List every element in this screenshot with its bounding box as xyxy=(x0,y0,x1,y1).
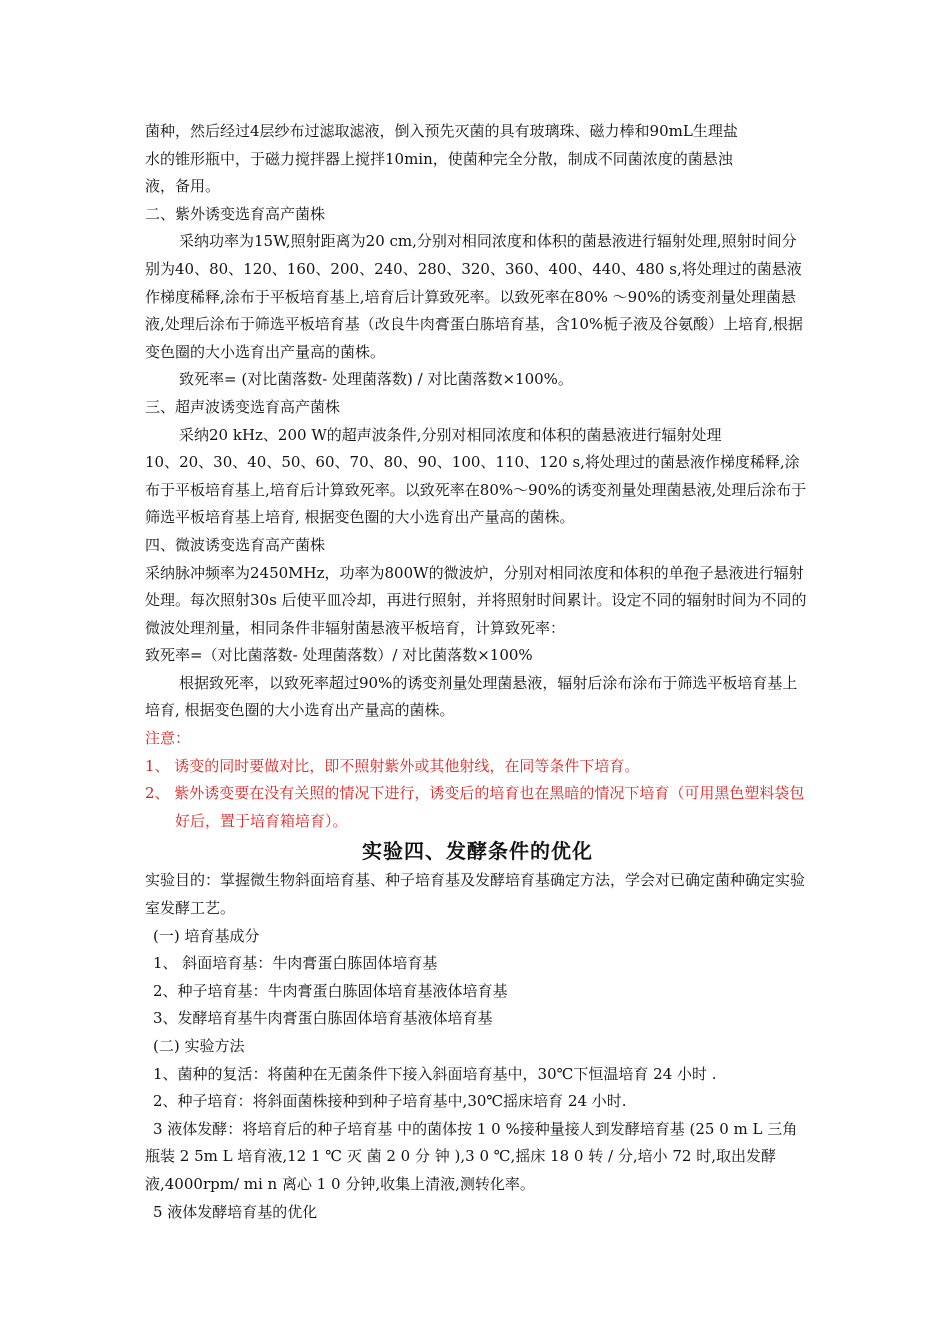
uv-paragraph: 采纳功率为15W,照射距离为20 cm,分别对相同浓度和体积的菌悬液进行辐射处理,照射时间分别为40、80、120、160、200、240、280、320、360、400、440、480 s,将处理过的菌悬液作梯度稀释,涂布于平板培育基上,培育后计算致死率。以致死率在80% ～90%的诱变剂量处理菌悬液,处理后涂布于筛选平板培育基（改良牛肉膏蛋白胨培育基，含10%栀子液及谷氨酸）上培育,根据变色圈的大小选育出产量高的菌株。 xyxy=(145,232,803,361)
ultrasound-paragraph: 10、20、30、40、50、60、70、80、90、100、110、120 s,将处理过的菌悬液作梯度稀释,涂布于平板培育基上,培育后计算致死率。以致死率在80%～90%的诱变剂量处理菌悬液,处理后涂布于筛选平板培育基上培育, 根据变色圈的大小选育出产量高的菌株。 xyxy=(145,453,807,527)
intro-line: 液，备用。 xyxy=(145,177,221,196)
microwave-section-heading: 四、微波诱变选育高产菌株 xyxy=(145,535,326,554)
method-3-text: 3 液体发酵：将培育后的种子培育基 中的菌体按 1 0 %接种量接人到发酵培育基 (25 0 m L 三角瓶装 2 5m L 培育液,12 1 ℃ 灭 菌 2 0 分 钟 ),3 0 ℃,摇床 18 0 转 / 分,培小 72 时,取出发酵液,4000rpm/ mi n 离心 1 0 分钟,收集上清液,测转化率。 xyxy=(145,1119,798,1193)
document-body xyxy=(145,118,810,1226)
method-item-optimization: 5 液体发酵培育基的优化 xyxy=(153,1202,318,1221)
media-item: 1、 斜面培育基：牛肉膏蛋白胨固体培育基 xyxy=(153,954,438,973)
method-item-liquid-fermentation xyxy=(145,1116,810,1199)
uv-section-heading: 二、紫外诱变选育高产菌株 xyxy=(145,204,326,223)
method-item: 2、种子培育：将斜面菌株接种到种子培育基中,30℃摇床培育 24 小时. xyxy=(153,1092,627,1111)
media-section-heading: (一) 培育基成分 xyxy=(153,926,260,945)
microwave-paragraph: 采纳脉冲频率为2450MHz，功率为800W的微波炉，分别对相同浓度和体积的单孢子悬液进行辐射处理。每次照射30s 后使平皿冷却，再进行照射，并将照射时间累计。设定不同的辐射时间为不同的微波处理剂量，相同条件非辐射菌悬液平板培育，计算致死率： xyxy=(145,563,807,637)
microwave-formula: 致死率=（对比菌落数- 处理菌落数）/ 对比菌落数×100% xyxy=(145,646,533,665)
note-item: 2、 紫外诱变要在没有关照的情况下进行，诱变后的培育也在黑暗的情况下培育（可用黑色塑料袋包好后，置于培育箱培育）。 xyxy=(145,784,805,830)
intro-line: 菌种，然后经过4层纱布过滤取滤液，倒入预先灭菌的具有玻璃珠、磁力棒和90mL生理盐 xyxy=(145,122,738,140)
ultrasound-section-heading: 三、超声波诱变选育高产菌株 xyxy=(145,397,341,416)
methods-section-heading: (二) 实验方法 xyxy=(153,1037,245,1055)
note-item: 1、 诱变的同时要做对比，即不照射紫外或其他射线，在同等条件下培育。 xyxy=(145,756,640,775)
media-item: 2、种子培育基：牛肉膏蛋白胨固体培育基液体培育基 xyxy=(153,981,508,1000)
intro-line: 水的锥形瓶中，于磁力搅拌器上搅拌10min，使菌种完全分散，制成不同菌浓度的菌悬浊 xyxy=(145,149,733,168)
uv-formula: 致死率= (对比菌落数- 处理菌落数) / 对比菌落数×100%。 xyxy=(179,370,573,389)
ultrasound-first-line: 采纳20 kHz、200 W的超声波条件,分别对相同浓度和体积的菌悬液进行辐射处理 xyxy=(179,425,722,444)
notes-title: 注意： xyxy=(145,729,191,748)
microwave-paragraph-2: 根据致死率，以致死率超过90%的诱变剂量处理菌悬液，辐射后涂布涂布于筛选平板培育基上培育, 根据变色圈的大小选育出产量高的菌株。 xyxy=(145,673,798,720)
media-item: 3、发酵培育基牛肉膏蛋白胨固体培育基液体培育基 xyxy=(153,1009,493,1028)
experiment-purpose: 实验目的：掌握微生物斜面培育基、种子培育基及发酵培育基确定方法，学会对已确定菌种确定实验室发酵工艺。 xyxy=(145,871,806,918)
method-item: 1、菌种的复活：将菌种在无菌条件下接入斜面培育基中，30℃下恒温培育 24 小时 . xyxy=(153,1064,717,1083)
experiment-four-title: 实验四、发酵条件的优化 xyxy=(362,839,593,864)
